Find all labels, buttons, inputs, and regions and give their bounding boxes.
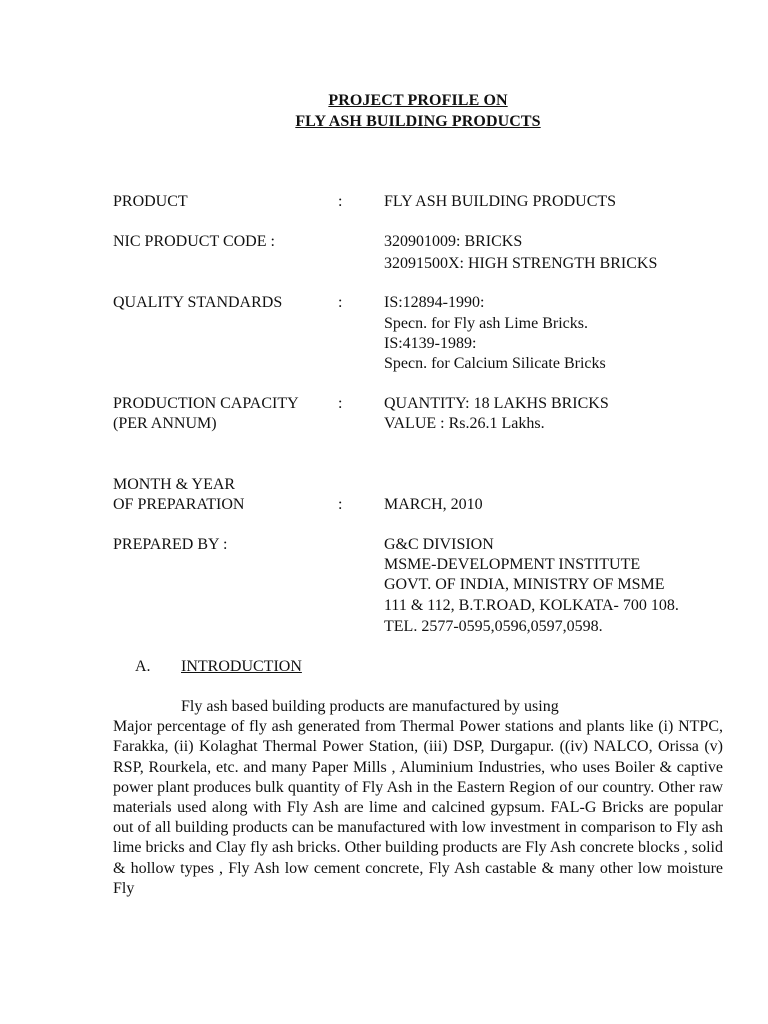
- production-capacity-label-sub: (PER ANNUM): [113, 415, 217, 432]
- nic-code-value-1: 320901009: BRICKS: [384, 233, 523, 250]
- quality-standards-colon: :: [338, 294, 343, 311]
- capacity-quantity-value: QUANTITY: 18 LAKHS BRICKS: [384, 395, 609, 412]
- prepared-by-line-5: TEL. 2577-0595,0596,0597,0598.: [384, 618, 603, 635]
- production-capacity-colon: :: [338, 395, 343, 412]
- intro-body: Major percentage of fly ash generated from Thermal Power stations and plants like (i) NTPC, Farakka, (ii) Kolaghat Thermal Power Station, (iii) DSP, Durgapur. ((iv) NALCO, Orissa (v) RSP, Rourkela, etc. and many Paper Mills , Aluminium Industries, who uses Boiler & captive power plant produces bulk quantity of Fly Ash in the Eastern Region of our country. Other raw materials used along with Fly Ash are lime and calcined gypsum. FAL-G Bricks are popular out of all building products can be manufactured with low investment in comparison to Fly ash lime bricks and Clay fly ash bricks. Other building products are Fly Ash concrete blocks , solid & hollow types , Fly Ash low cement concrete, Fly Ash castable & many other low moisture Fly: [113, 718, 723, 897]
- product-value: FLY ASH BUILDING PRODUCTS: [384, 193, 617, 210]
- section-letter: A.: [135, 658, 151, 675]
- prepared-by-line-4: 111 & 112, B.T.ROAD, KOLKATA- 700 108.: [384, 597, 679, 614]
- prepared-by-line-1: G&C DIVISION: [384, 536, 494, 553]
- product-colon: :: [338, 193, 343, 210]
- document-title-line-2: FLY ASH BUILDING PRODUCTS: [295, 113, 541, 130]
- prepared-by-label: PREPARED BY :: [113, 536, 228, 553]
- quality-standard-line-1: IS:12894-1990:: [384, 294, 485, 311]
- month-year-colon: :: [338, 496, 343, 513]
- month-year-label: MONTH & YEAR: [113, 476, 236, 493]
- document-title-line-1: PROJECT PROFILE ON: [328, 92, 508, 109]
- prepared-by-line-3: GOVT. OF INDIA, MINISTRY OF MSME: [384, 576, 665, 593]
- quality-standard-line-2: Specn. for Fly ash Lime Bricks.: [384, 315, 588, 332]
- month-year-label-sub: OF PREPARATION: [113, 496, 245, 513]
- product-label: PRODUCT: [113, 193, 188, 210]
- quality-standard-line-4: Specn. for Calcium Silicate Bricks: [384, 355, 606, 372]
- month-year-value: MARCH, 2010: [384, 496, 483, 513]
- quality-standard-line-3: IS:4139-1989:: [384, 335, 477, 352]
- introduction-paragraph: [113, 697, 723, 899]
- section-title: INTRODUCTION: [181, 658, 302, 675]
- nic-code-value-2: 32091500X: HIGH STRENGTH BRICKS: [384, 255, 658, 272]
- prepared-by-line-2: MSME-DEVELOPMENT INSTITUTE: [384, 556, 641, 573]
- nic-code-label: NIC PRODUCT CODE :: [113, 233, 275, 250]
- intro-first-line: Fly ash based building products are manufactured by using: [181, 698, 559, 715]
- capacity-value-value: VALUE : Rs.26.1 Lakhs.: [384, 415, 545, 432]
- quality-standards-label: QUALITY STANDARDS: [113, 294, 283, 311]
- production-capacity-label: PRODUCTION CAPACITY: [113, 395, 299, 412]
